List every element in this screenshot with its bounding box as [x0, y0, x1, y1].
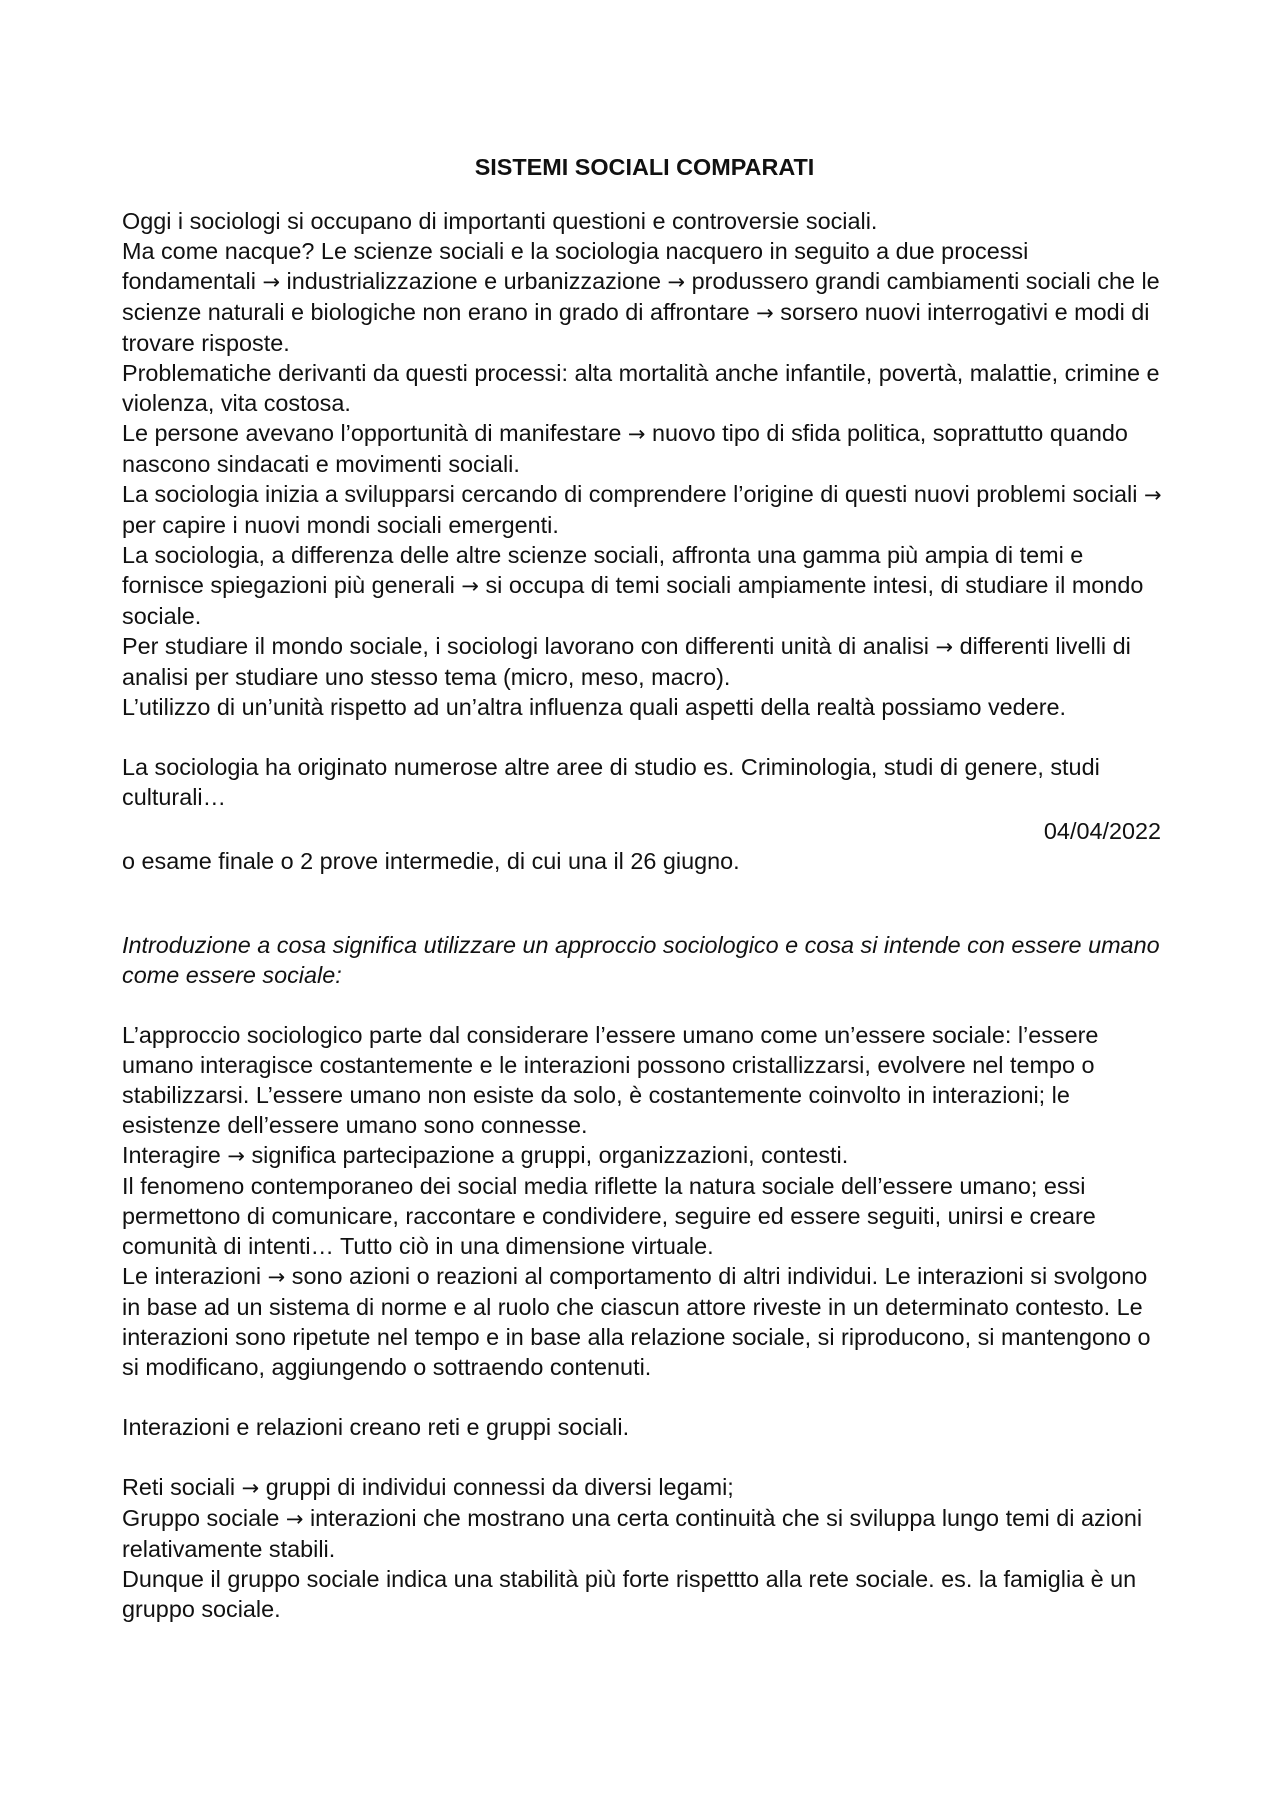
paragraph: Il fenomeno contemporaneo dei social media riflette la natura sociale dell’essere umano; essi permettono di comunicare, raccontare e condividere, seguire ed essere seguiti, unirsi e creare comunità di intenti… Tutto ciò in una dimensione virtuale. — [122, 1173, 1096, 1259]
arrow-icon: → — [1143, 483, 1162, 507]
arrow-icon: → — [227, 1144, 245, 1168]
spacer — [122, 1382, 1167, 1412]
paragraph: Oggi i sociologi si occupano di importanti questioni e controversie sociali. — [122, 208, 878, 234]
paragraph: Le interazioni → sono azioni o reazioni al comportamento di altri individui. Le interazioni si svolgono in base ad un sistema di norme e al ruolo che ciascun attore riveste in un determinato contesto. Le interazioni sono ripetute nel tempo e in base alla relazione sociale, si riproducono, si mantengono o si modificano, aggiungendo o sottraendo contenuti. — [122, 1263, 1151, 1380]
paragraph: La sociologia inizia a svilupparsi cercando di comprendere l’origine di questi nuovi problemi sociali → per capire i nuovi mondi sociali emergenti. — [122, 481, 1162, 538]
spacer — [122, 722, 1167, 752]
arrow-icon: → — [667, 270, 686, 294]
paragraph: Interazioni e relazioni creano reti e gruppi sociali. — [122, 1414, 630, 1440]
paragraph: La sociologia, a differenza delle altre scienze sociali, affronta una gamma più ampia di temi e fornisce spiegazioni più generali → si occupa di temi sociali ampiamente intesi, di studiare il mondo sociale. — [122, 542, 1144, 629]
document-title: SISTEMI SOCIALI COMPARATI — [474, 154, 815, 180]
arrow-icon: → — [935, 635, 954, 659]
paragraph: Interagire → significa partecipazione a gruppi, organizzazioni, contesti. — [122, 1142, 849, 1168]
paragraph: L’utilizzo di un’unità rispetto ad un’altra influenza quali aspetti della realtà possiamo vedere. — [122, 694, 1066, 720]
paragraph: Le persone avevano l’opportunità di manifestare → nuovo tipo di sfida politica, soprattutto quando nascono sindacati e movimenti sociali. — [122, 420, 1128, 477]
arrow-icon: → — [627, 422, 646, 446]
paragraph: Per studiare il mondo sociale, i sociologi lavorano con differenti unità di analisi → differenti livelli di analisi per studiare uno stesso tema (micro, meso, macro). — [122, 633, 1131, 690]
paragraph: Problematiche derivanti da questi processi: alta mortalità anche infantile, povertà, malattie, crimine e violenza, vita costosa. — [122, 360, 1160, 416]
spacer — [122, 990, 1167, 1020]
paragraph: Ma come nacque? Le scienze sociali e la sociologia nacquero in seguito a due processi fondamentali → industrializzazione e urbanizzazione → produssero grandi cambiamenti sociali che le scienze naturali e biologiche non erano in grado di affrontare → sorsero nuovi interrogativi e modi di trovare risposte. — [122, 238, 1160, 356]
paragraph: L’approccio sociologico parte dal considerare l’essere umano come un’essere sociale: l’essere umano interagisce costantemente e le interazioni possono cristallizzarsi, evolvere nel tempo o stabilizzarsi. L’essere umano non esiste da solo, è costantemente coinvolto in interazioni; le esistenze dell’essere umano sono connesse. — [122, 1022, 1099, 1138]
arrow-icon: → — [756, 301, 774, 325]
document-body — [122, 152, 1167, 1624]
arrow-icon: → — [241, 1476, 260, 1500]
date-label: 04/04/2022 — [1043, 818, 1161, 844]
paragraph: Gruppo sociale → interazioni che mostrano una certa continuità che si sviluppa lungo temi di azioni relativamente stabili. — [122, 1505, 1143, 1562]
arrow-icon: → — [267, 1265, 286, 1289]
arrow-icon: → — [285, 1507, 304, 1531]
paragraph: o esame finale o 2 prove intermedie, di cui una il 26 giugno. — [122, 848, 740, 874]
spacer — [122, 876, 1167, 930]
section-intro: Introduzione a cosa significa utilizzare un approccio sociologico e cosa si intende con essere umano come essere sociale: — [122, 932, 1160, 988]
paragraph: Reti sociali → gruppi di individui connessi da diversi legami; — [122, 1474, 734, 1500]
arrow-icon: → — [262, 270, 281, 294]
paragraph: La sociologia ha originato numerose altre aree di studio es. Criminologia, studi di genere, studi culturali… — [122, 754, 1100, 810]
paragraph: Dunque il gruppo sociale indica una stabilità più forte rispettto alla rete sociale. es. la famiglia è un gruppo sociale. — [122, 1566, 1137, 1622]
arrow-icon: → — [461, 574, 479, 598]
spacer — [122, 1442, 1167, 1472]
